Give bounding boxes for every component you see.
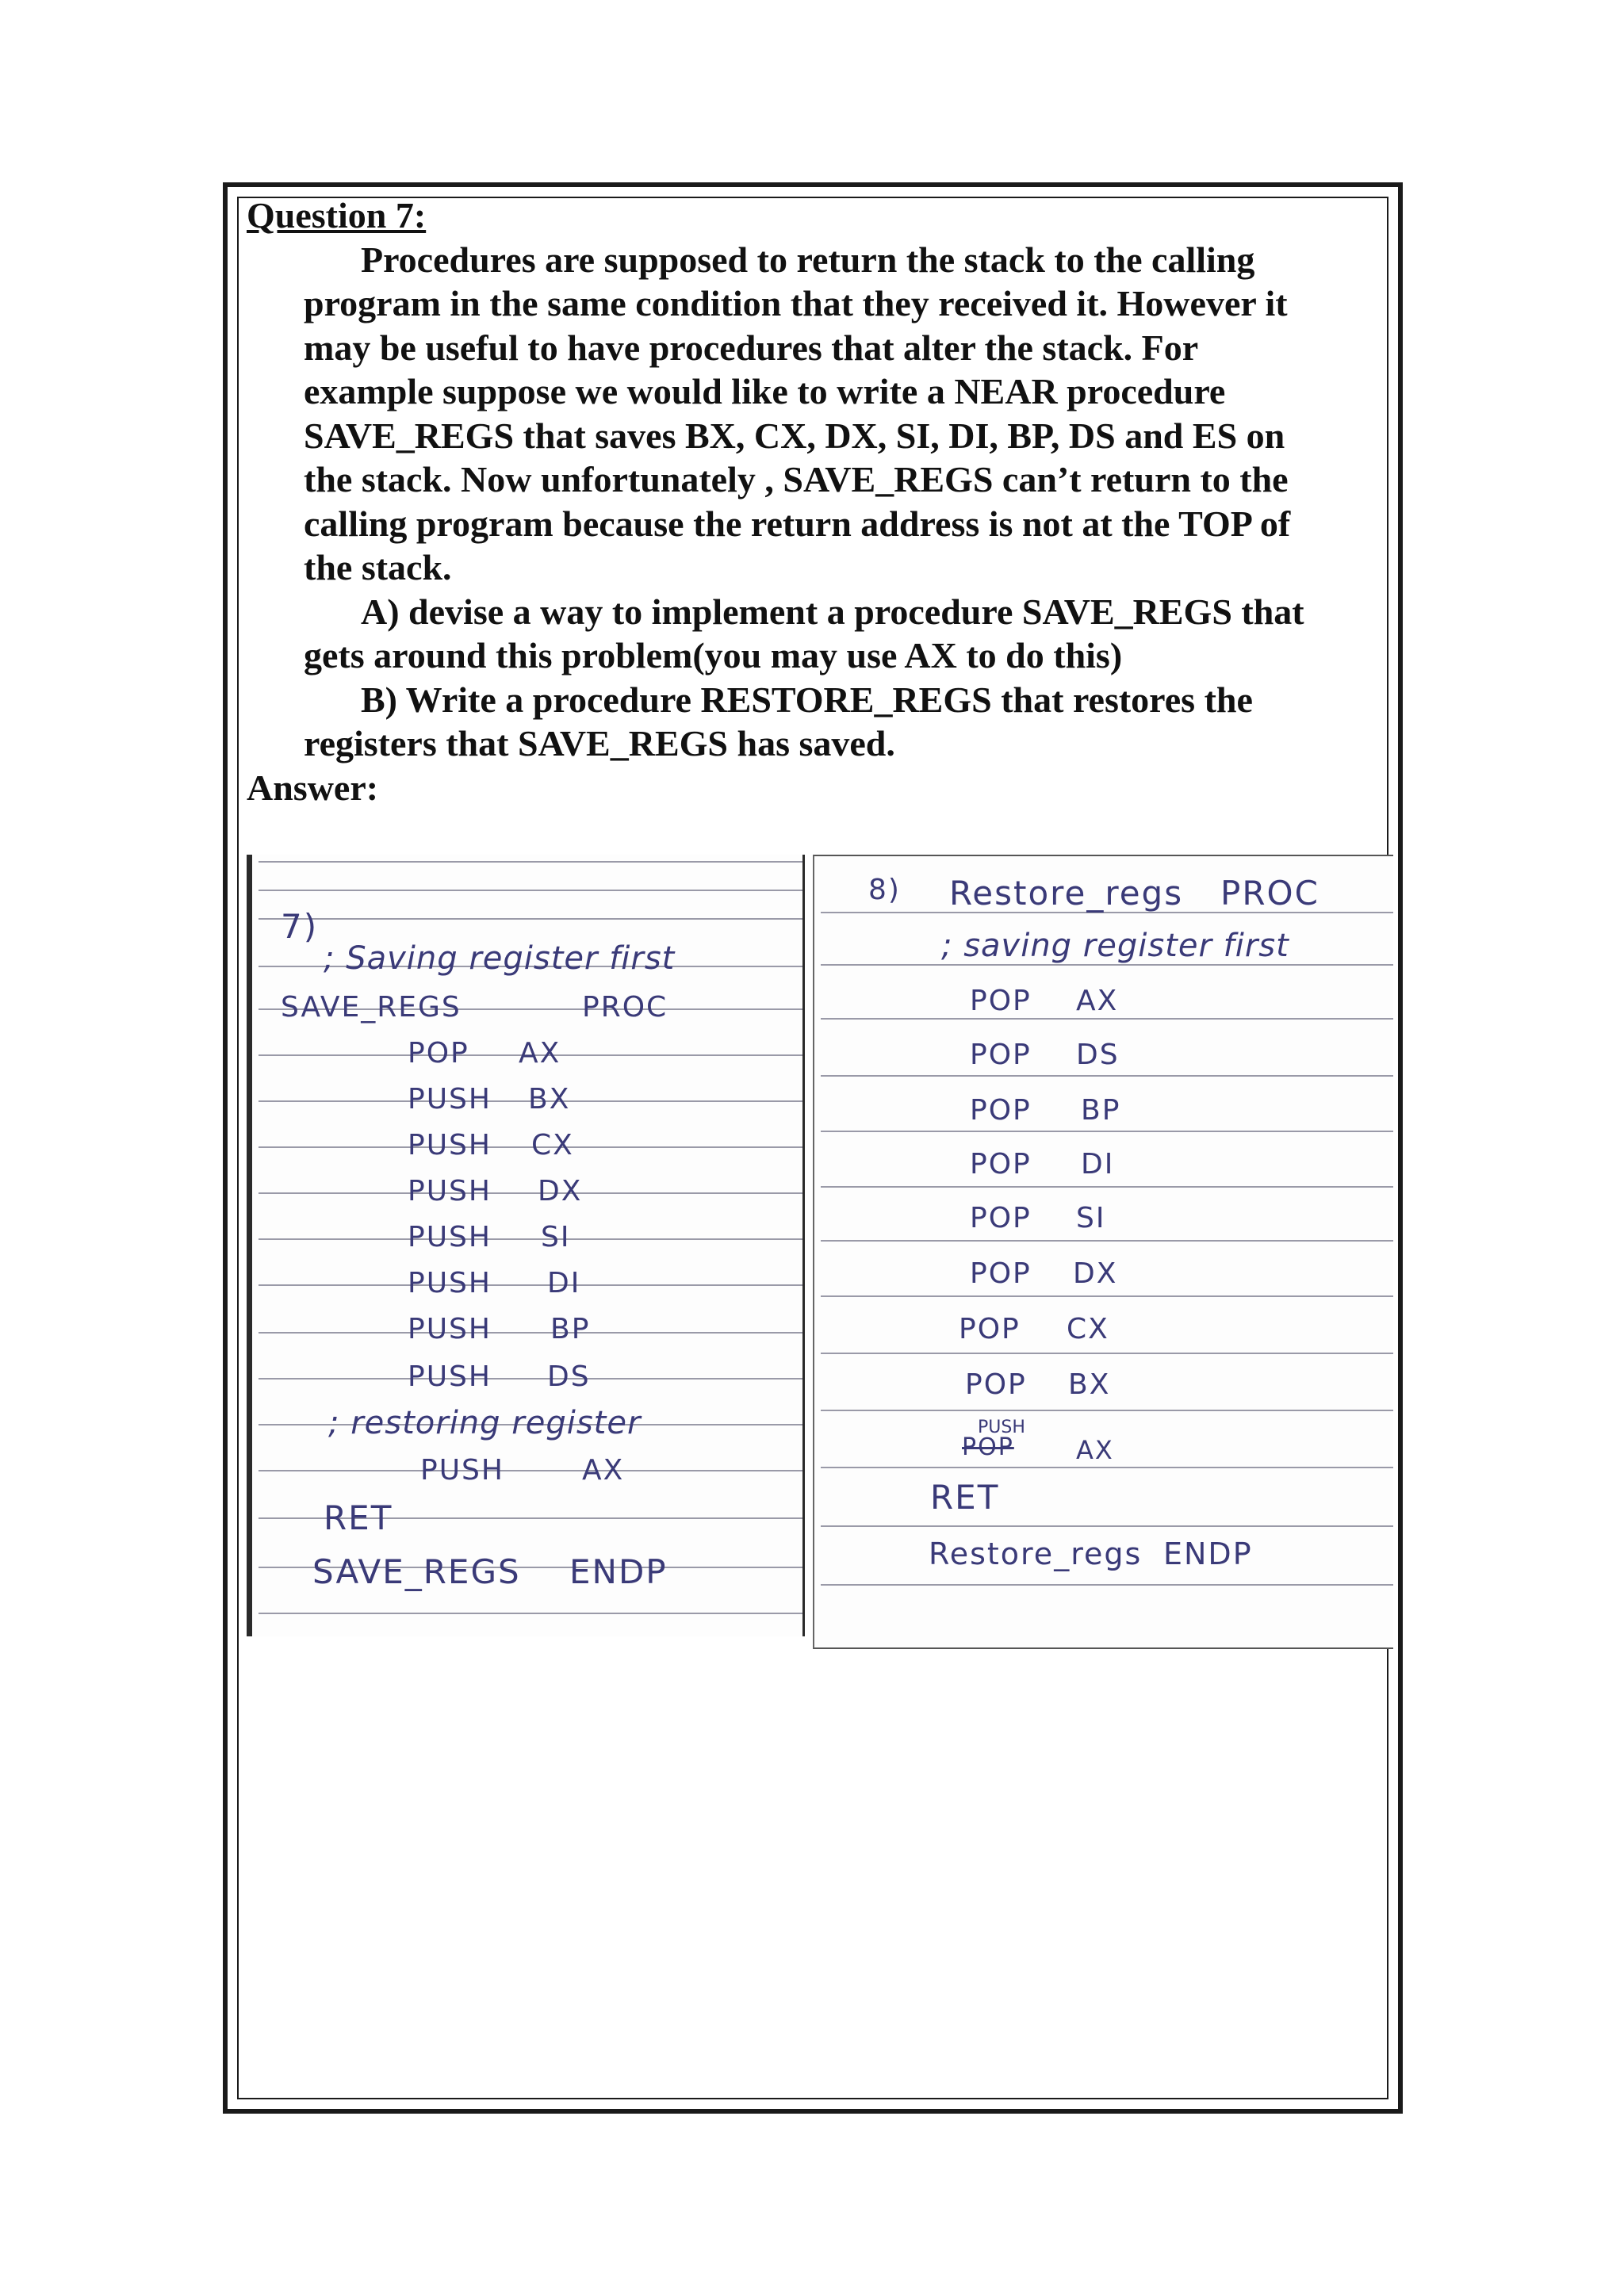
asm-reg: AX [1076, 985, 1119, 1017]
proc-name: SAVE_REGS [281, 991, 462, 1024]
asm-op: POP [970, 985, 1032, 1017]
endp-keyword: ENDP [1163, 1536, 1253, 1571]
asm-reg: DI [547, 1267, 581, 1299]
paragraph-line: the stack. Now unfortunately , SAVE_REGS can’t return to the [304, 459, 1289, 499]
struck-word: POP [962, 1433, 1014, 1461]
asm-reg: BP [550, 1313, 591, 1345]
comment-line: ; saving register first [941, 928, 1289, 964]
item-line: B) Write a procedure RESTORE_REGS that restores the [361, 679, 1253, 720]
exercise-number: 7) [281, 907, 319, 946]
asm-op: PUSH [408, 1083, 492, 1115]
asm-op: POP [965, 1368, 1027, 1401]
asm-op: POP [970, 1039, 1032, 1071]
asm-op: POP [970, 1094, 1032, 1127]
asm-op: PUSH [408, 1313, 492, 1345]
asm-reg: DS [547, 1360, 591, 1393]
asm-op: PUSH [408, 1360, 492, 1393]
item-line: gets around this problem(you may use AX to do this) [304, 635, 1123, 675]
asm-reg: DX [1073, 1257, 1118, 1290]
asm-reg: CX [1067, 1313, 1109, 1345]
asm-reg: BP [1081, 1094, 1121, 1127]
comment-line: ; restoring register [328, 1405, 642, 1441]
asm-ret: RET [930, 1478, 1000, 1517]
asm-op: PUSH [408, 1175, 492, 1207]
asm-reg: AX [519, 1037, 561, 1070]
correction-word: PUSH [978, 1418, 1025, 1437]
asm-reg: AX [1076, 1435, 1114, 1465]
asm-reg: DX [538, 1175, 583, 1207]
comment-line: ; Saving register first [324, 940, 676, 977]
endp-keyword: ENDP [569, 1552, 668, 1591]
question-title: Question 7: [247, 195, 427, 235]
asm-op: PUSH [420, 1454, 504, 1487]
handwritten-note-right [813, 855, 1393, 1649]
asm-reg: CX [531, 1129, 574, 1161]
endp-name: SAVE_REGS [312, 1552, 521, 1591]
asm-op: POP [970, 1202, 1032, 1234]
asm-reg: SI [541, 1221, 571, 1253]
asm-reg: SI [1076, 1202, 1106, 1234]
item-line: registers that SAVE_REGS has saved. [304, 723, 895, 763]
asm-op: PUSH [408, 1221, 492, 1253]
asm-reg: BX [528, 1083, 571, 1115]
asm-op: POP [408, 1037, 469, 1070]
answer-label: Answer: [247, 767, 379, 808]
question-paragraph [247, 238, 1373, 590]
paragraph-line: SAVE_REGS that saves BX, CX, DX, SI, DI, BP, DS and ES on [304, 415, 1285, 456]
paragraph-line: the stack. [304, 547, 452, 587]
paragraph-line: may be useful to have procedures that alter the stack. For [304, 327, 1199, 368]
asm-reg: DS [1076, 1039, 1120, 1071]
asm-reg: AX [582, 1454, 625, 1487]
proc-keyword: PROC [582, 991, 668, 1024]
asm-op: POP [959, 1313, 1021, 1345]
asm-reg: DI [1081, 1148, 1115, 1181]
asm-op: POP [970, 1148, 1032, 1181]
question-block [247, 193, 1373, 809]
paragraph-line: example suppose we would like to write a NEAR procedure [304, 371, 1226, 411]
asm-op: PUSH [408, 1129, 492, 1161]
asm-reg: BX [1068, 1368, 1111, 1401]
proc-keyword: PROC [1220, 874, 1320, 913]
handwritten-note-left [247, 855, 805, 1636]
proc-name: Restore_regs [949, 874, 1184, 913]
paragraph-line: Procedures are supposed to return the stack to the calling [361, 239, 1255, 280]
paragraph-line: calling program because the return address is not at the TOP of [304, 503, 1291, 544]
asm-op: PUSH [408, 1267, 492, 1299]
question-item-b [247, 678, 1373, 766]
endp-name: Restore_regs [929, 1536, 1143, 1571]
item-line: A) devise a way to implement a procedure SAVE_REGS that [361, 591, 1304, 632]
exercise-number: 8) [868, 874, 901, 906]
asm-ret: RET [324, 1498, 393, 1537]
paragraph-line: program in the same condition that they received it. However it [304, 283, 1288, 323]
question-item-a [247, 590, 1373, 678]
asm-op: POP [970, 1257, 1032, 1290]
